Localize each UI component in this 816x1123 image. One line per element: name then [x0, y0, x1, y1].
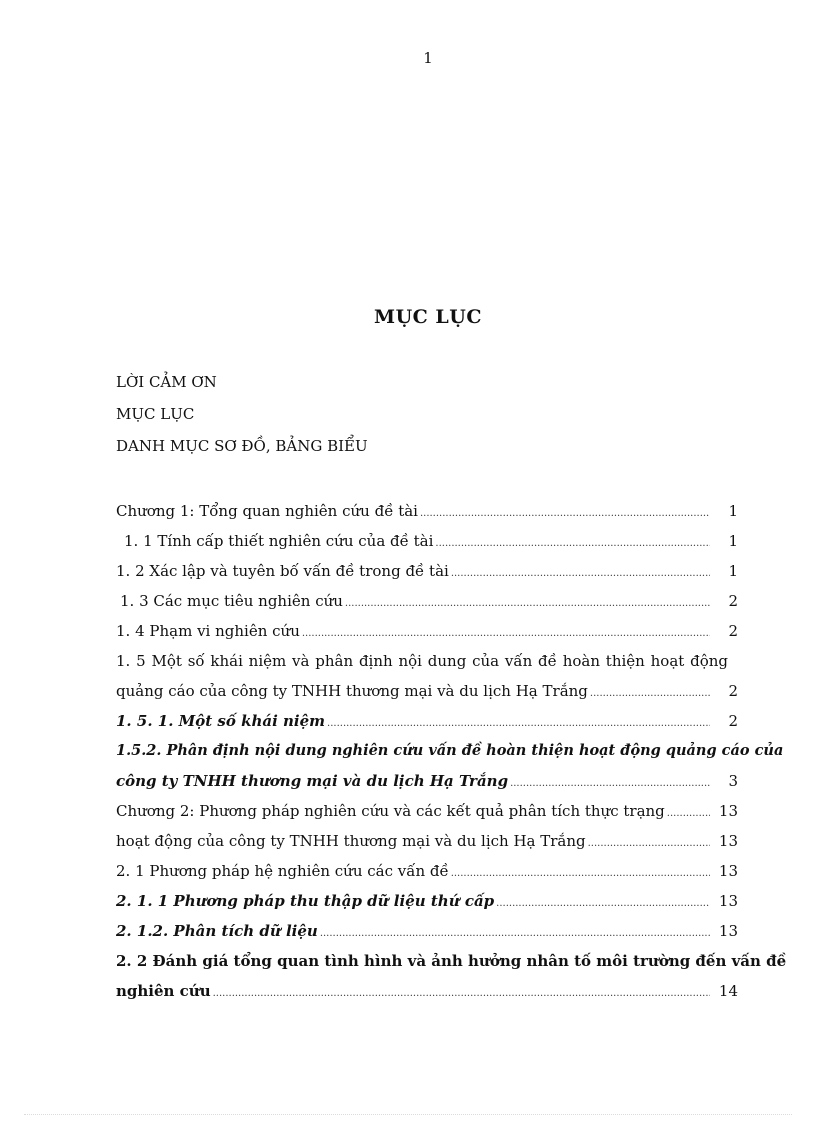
toc-leader-dots — [345, 593, 710, 615]
toc-entry-page: 1 — [728, 502, 738, 520]
toc-entry-title: quảng cáo của công ty TNHH thương mại và du lịch Hạ Trắng — [116, 682, 588, 700]
toc-entry-title: 2. 1 Phương pháp hệ nghiên cứu các vấn đề — [116, 862, 449, 880]
front-matter-list-of-figures: DANH MỤC SƠ ĐỒ, BẢNG BIỂU — [116, 437, 368, 455]
toc-entry-page: 1 — [728, 562, 738, 580]
toc-entry-2-1 — [116, 860, 738, 882]
toc-leader-dots — [496, 893, 710, 915]
toc-entry-title: 2. 1.2. Phân tích dữ liệu — [116, 922, 318, 940]
toc-leader-dots — [435, 533, 710, 555]
toc-leader-dots — [510, 773, 710, 795]
toc-entry-2-2-title-line1: 2. 2 Đánh giá tổng quan tình hình và ảnh hưởng nhân tố môi trường đến vấn đề — [116, 952, 787, 970]
toc-entry-title: nghiên cứu — [116, 982, 211, 1000]
toc-entry-title: 1. 1 Tính cấp thiết nghiên cứu của đề tài — [124, 532, 434, 550]
toc-leader-dots — [451, 863, 710, 885]
toc-leader-dots — [588, 833, 710, 855]
toc-entry-2-1-1 — [116, 890, 738, 912]
toc-leader-dots — [451, 563, 710, 585]
toc-entry-page: 1 — [728, 532, 738, 550]
toc-entry-title: 1. 2 Xác lập và tuyên bố vấn đề trong đề tài — [116, 562, 449, 580]
front-matter-acknowledgements: LỜI CẢM ƠN — [116, 373, 217, 391]
toc-entry-title: Chương 1: Tổng quan nghiên cứu đề tài — [116, 502, 418, 520]
toc-entry-1-5 — [116, 680, 738, 702]
toc-entry-1-5-1 — [116, 710, 738, 732]
toc-entry-chapter-2-line2 — [116, 830, 738, 852]
toc-entry-page: 13 — [718, 862, 738, 880]
toc-entry-page: 13 — [718, 922, 738, 940]
toc-entry-page: 14 — [718, 982, 738, 1000]
page-bottom-divider — [24, 1114, 792, 1115]
page-title: MỤC LỤC — [374, 306, 482, 328]
toc-entry-1-5-title-line1: 1. 5 Một số khái niệm và phân định nội dung của vấn đề hoàn thiện hoạt động — [116, 652, 728, 670]
toc-entry-page: 2 — [728, 712, 738, 730]
toc-entry-2-1-2 — [116, 920, 738, 942]
toc-entry-title: 1. 5. 1. Một số khái niệm — [116, 712, 326, 730]
toc-entry-page: 2 — [728, 592, 738, 610]
toc-leader-dots — [302, 623, 710, 645]
front-matter-table-of-contents: MỤC LỤC — [116, 405, 195, 423]
toc-entry-1-4 — [116, 620, 738, 642]
toc-entry-1-2 — [116, 560, 738, 582]
toc-leader-dots — [327, 713, 710, 735]
toc-entry-1-3 — [120, 590, 738, 612]
page-number: 1 — [423, 49, 433, 67]
toc-entry-title: 2. 1. 1 Phương pháp thu thập dữ liệu thứ cấp — [116, 892, 495, 910]
toc-entry-page: 13 — [718, 802, 738, 820]
toc-entry-page: 3 — [728, 772, 738, 790]
toc-entry-chapter-2-line1 — [116, 800, 738, 822]
toc-entry-1-1 — [124, 530, 738, 552]
toc-entry-page: 13 — [718, 892, 738, 910]
toc-entry-page: 2 — [728, 622, 738, 640]
toc-entry-chapter-1 — [116, 500, 738, 522]
toc-entry-title: Chương 2: Phương pháp nghiên cứu và các kết quả phân tích thực trạng — [116, 802, 665, 820]
toc-entry-1-5-2 — [116, 770, 738, 792]
toc-entry-title: 1. 3 Các mục tiêu nghiên cứu — [120, 592, 343, 610]
toc-leader-dots — [213, 983, 710, 1005]
toc-leader-dots — [320, 923, 710, 945]
toc-entry-title: 1. 4 Phạm vi nghiên cứu — [116, 622, 300, 640]
toc-entry-title: công ty TNHH thương mại và du lịch Hạ Trắng — [116, 772, 509, 790]
toc-leader-dots — [420, 503, 710, 525]
toc-leader-dots — [667, 803, 710, 825]
toc-entry-title: hoạt động của công ty TNHH thương mại và du lịch Hạ Trắng — [116, 832, 586, 850]
toc-entry-page: 2 — [728, 682, 738, 700]
toc-leader-dots — [590, 683, 710, 705]
toc-entry-1-5-2-title-line1: 1.5.2. Phân định nội dung nghiên cứu vấn đề hoàn thiện hoạt động quảng cáo của — [116, 742, 784, 759]
toc-entry-page: 13 — [718, 832, 738, 850]
toc-entry-2-2 — [116, 980, 738, 1002]
